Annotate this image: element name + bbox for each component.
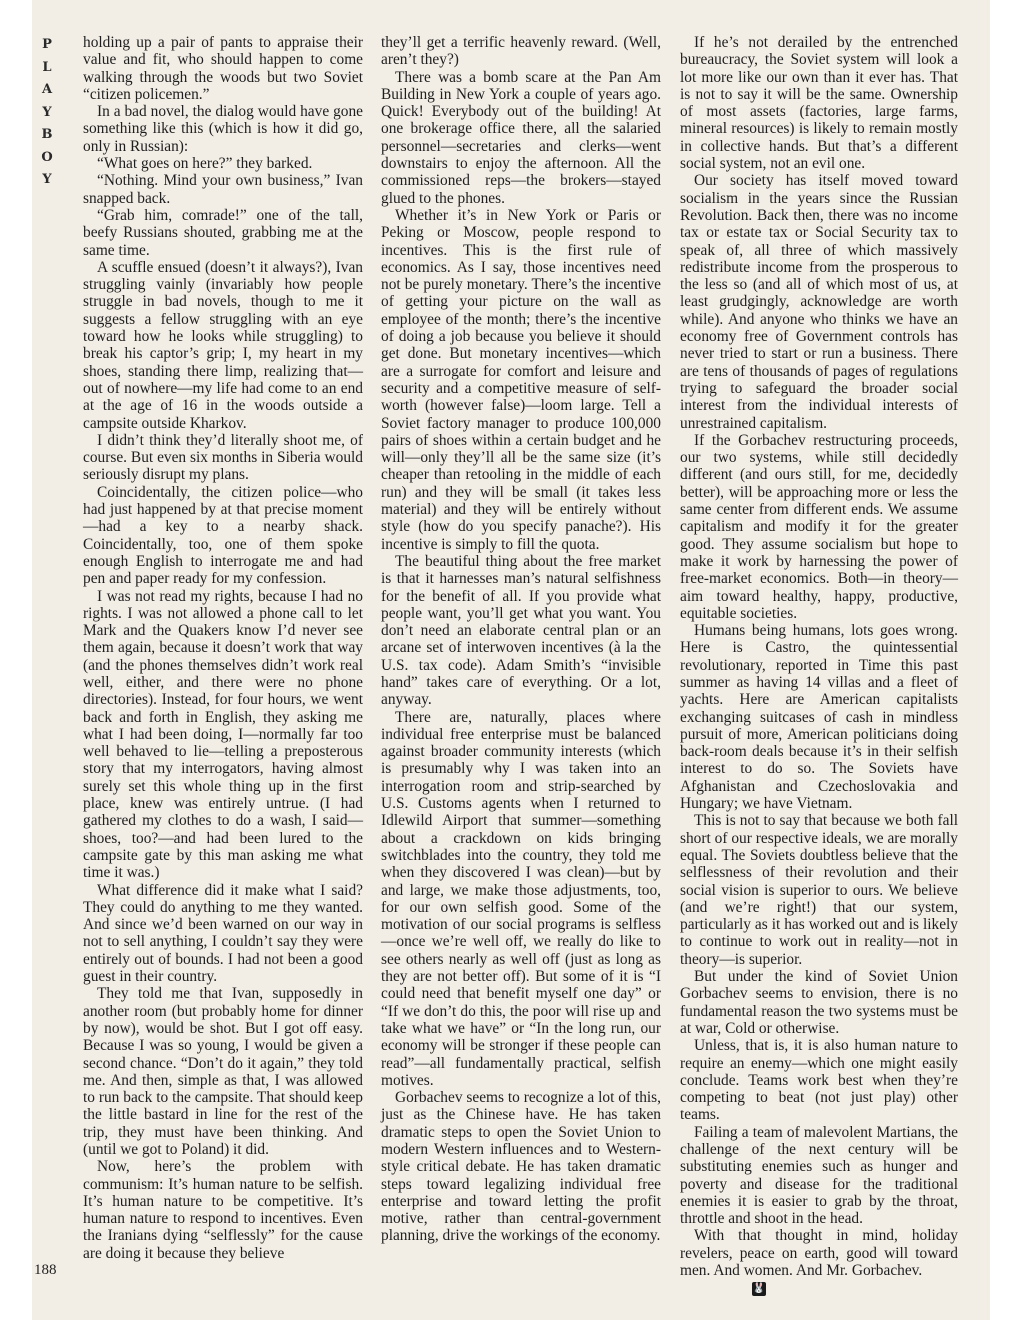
playboy-masthead bbox=[36, 34, 58, 192]
masthead-letter: Y bbox=[42, 104, 52, 120]
text-column-3 bbox=[680, 34, 958, 1294]
text-column-2 bbox=[381, 34, 661, 1274]
paragraph: “Grab him, comrade!” one of the tall, beefy Russians shouted, grabbing me at the same time. bbox=[83, 206, 363, 259]
paragraph: Humans being humans, lots goes wrong. Here is Castro, the quintessential revolutionary, reported in Time this past summer as having 14 villas and a fleet of yachts. Here are American capitalists exchanging suitcases of cash in mindless pursuit of more, American politicians doing back-room deals because it’s in their selfish interest to do so. The Soviets have Afghanistan and Czechoslovakia and Hungary; we have Vietnam. bbox=[680, 622, 958, 813]
paragraph: Unless, that is, it is also human nature to require an enemy—which one might easily conclude. Teams work best when they’re competing to beat (not just play) other teams. bbox=[680, 1037, 958, 1124]
paragraph: Gorbachev seems to recognize a lot of this, just as the Chinese have. He has taken dramatic steps to open the Soviet Union to modern Western influences and to Western-style critical debate. He has taken dramatic steps toward legalizing individual free enterprise and toward letting the profit motive, rather than central-government planning, drive the workings of the economy. bbox=[381, 1089, 661, 1245]
paragraph: Now, here’s the problem with communism: It’s human nature to be selfish. It’s human nature to be competitive. It’s human nature to respond to incentives. Even the Iranians dying “selflessly” for the cause are doing it because they believe bbox=[83, 1158, 363, 1262]
text-column-1 bbox=[83, 34, 363, 1274]
masthead-letter: B bbox=[41, 127, 53, 142]
masthead-letter: A bbox=[41, 82, 53, 97]
paragraph: They told me that Ivan, supposedly in another room (but probably home for dinner by now), would be shot. But I got off easy. Because I was so young, I would be given a second chance. “Don’t do it again,” they told me. And then, simple as that, I was allowed to run back to the campsite. That should keep the little bastard in line for the rest of the trip, they must have been thinking. And (until we got to Poland) it did. bbox=[83, 985, 363, 1158]
paragraph: With that thought in mind, holiday revelers, peace on earth, good will toward men. And women. And Mr. Gorbachev. bbox=[680, 1227, 958, 1280]
paragraph: “Nothing. Mind your own business,” Ivan snapped back. bbox=[83, 172, 363, 207]
paragraph: Our society has itself moved toward socialism in the years since the Russian Revolution. Back then, there was no income tax or estate tax or Social Security tax to speak of, all three of which massively redistribute income from the prosperous to the less so (and all of which most of us, at least grudgingly, acknowledge are worth while). And anyone who thinks we have an economy free of Government controls has never tried to start or run a business. There are tens of thousands of pages of regulations trying to safeguard the broader social interest from the individual interests of unrestrained capitalism. bbox=[680, 172, 958, 432]
paragraph: But under the kind of Soviet Union Gorbachev seems to envision, there is no fundamental reason the two systems must be at war, Cold or otherwise. bbox=[680, 968, 958, 1037]
paragraph: Whether it’s in New York or Paris or Peking or Moscow, people respond to incentives. This is the first rule of economics. As I say, those incentives need not be purely monetary. There’s the incentive of getting your picture on the wall as employee of the month; there’s the incentive of doing a job because you believe it should get done. But monetary incentives—which are a surrogate for comfort and leisure and security and a competitive measure of self-worth (however false)—loom large. Tell a Soviet factory manager to produce 100,000 pairs of shoes within a certain budget and he will—only they’ll all be the same size (it’s cheaper than retooling in the middle of each run) and they will be small (it takes less material) and they will be entirely without style (how do you specify panache?). His incentive is simply to fill the quota. bbox=[381, 206, 661, 553]
paragraph: I was not read my rights, because I had no rights. I was not allowed a phone call to let Mark and the Quakers know I’d never see them again, because it doesn’t work that way (and the phones themselves didn’t work real well, either, and there were no phone directories). Instead, for four hours, we went back and forth in English, they asking me what I had been doing, I—normally far too well behaved to lie—telling a preposterous story that my interrogators, having almost surely set this whole thing up in the first place, knew was entirely untrue. (I had gathered my clothes to do a wash, I said—shoes, too?—and had been lured to the campsite gate by this man asking me what time it was.) bbox=[83, 587, 363, 882]
paragraph: I didn’t think they’d literally shoot me, of course. But even six months in Siberia would seriously disrupt my plans. bbox=[83, 431, 363, 484]
paragraph: “What goes on here?” they barked. bbox=[97, 155, 313, 173]
paragraph: they’ll get a terrific heavenly reward. (Well, aren’t they?) bbox=[381, 34, 661, 69]
paragraph: Coincidentally, the citizen police—who had just happened by at that precise moment—had a key to a nearby shack. Coincidentally, too, one of them spoke enough English to interrogate me and had pen and paper ready for my confession. bbox=[83, 483, 363, 588]
masthead-letter: Y bbox=[42, 172, 52, 187]
end-mark-line bbox=[680, 1279, 958, 1296]
page-number: 188 bbox=[34, 1262, 57, 1278]
paragraph: If he’s not derailed by the entrenched bureaucracy, the Soviet system will look a lot more like our own than it ever has. That is not to say it will be the same. Ownership of most assets (factories, large farms, mineral resources) is likely to remain mostly in collective hands. But that’s a different social system, not an evil one. bbox=[680, 34, 958, 173]
paragraph: If the Gorbachev restructuring proceeds, our two systems, while still decidedly different (and ours still, for me, decidedly better), will be approaching more or less the same center from different ends. We assume capitalism and modify it for the greater good. They assume socialism but hope to make it work by harnessing the power of free-market economics. Both—in theory—aim toward healthy, happy, productive, equitable societies. bbox=[680, 431, 958, 622]
paragraph: A scuffle ensued (doesn’t it always?), Ivan struggling vainly (invariably how people struggle in bad novels, though to me it suggests a fellow struggling with an eye toward how he looks while struggling) to break his captor’s grip; I, my heart in my shoes, standing there limp, realizing that—out of nowhere—my life had come to an end at the age of 16 in the woods outside a campsite outside Kharkov. bbox=[83, 258, 363, 432]
masthead-letter: L bbox=[42, 59, 52, 75]
masthead-letter: P bbox=[42, 37, 52, 52]
paragraph: holding up a pair of pants to appraise their value and fit, who should happen to come walking through the woods but two Soviet “citizen policemen.” bbox=[83, 34, 363, 103]
bunny-end-mark-icon: 🐰 bbox=[752, 1282, 766, 1294]
masthead-letter: O bbox=[41, 149, 53, 165]
paragraph: In a bad novel, the dialog would have gone something like this (which is how it did go, only in Russian): bbox=[83, 103, 363, 155]
paragraph: There was a bomb scare at the Pan Am Building in New York a couple of years ago. Quick! Everybody out of the building! At one brokerage office there, all the salaried personnel—secretaries and clerks—went downstairs to enjoy the afternoon. All the commissioned reps—the brokers—stayed glued to the phones. bbox=[381, 68, 661, 207]
paragraph: Failing a team of malevolent Martians, the challenge of the next century will be substituting enemies such as hunger and poverty and disease for the traditional enemies it is easier to grab by the throat, throttle and shoot in the head. bbox=[680, 1123, 958, 1228]
paragraph: The beautiful thing about the free market is that it harnesses man’s natural selfishness for the benefit of all. If you provide what people want, you’ll get what you want. You don’t need an elaborate central plan or an arcane set of interwoven incentives (à la the U.S. tax code). Adam Smith’s “invisible hand” takes care of everything. Or a lot, anyway. bbox=[381, 552, 661, 709]
paragraph: This is not to say that because we both fall short of our respective ideals, we are morally equal. The Soviets doubtless believe that the selflessness of their revolution and their social vision is superior to ours. We believe (and we’re right!) that our system, particularly as it has worked out and is likely to continue to work out in reality—not in theory—is superior. bbox=[680, 812, 958, 968]
paragraph: What difference did it make what I said? They could do anything to me they wanted. And since we’d been warned on our way in not to sell anything, I couldn’t say they were entirely out of bounds. I had not been a good guest in their country. bbox=[83, 881, 363, 986]
paragraph: There are, naturally, places where individual free enterprise must be balanced against broader community interests (which is presumably why I was taken into an interrogation room and strip-searched by U.S. Customs agents when I returned to Idlewild Airport that summer—something about a crackdown on kids bringing switchblades into the country, they told me when they discovered I was clean)—but by and large, we make those adjustments, too, for our own selfish good. Some of the motivation of our social programs is selfless—once we’re well off, we really do like to see others nearly as well off (just as long as they are not better off). But some of it is “I could need that benefit myself one day” or “If we don’t do this, the poor will rise up and take what we have” or “In the long run, our economy will be stronger if these people can read”—all fundamentally practical, selfish motives. bbox=[381, 708, 661, 1089]
